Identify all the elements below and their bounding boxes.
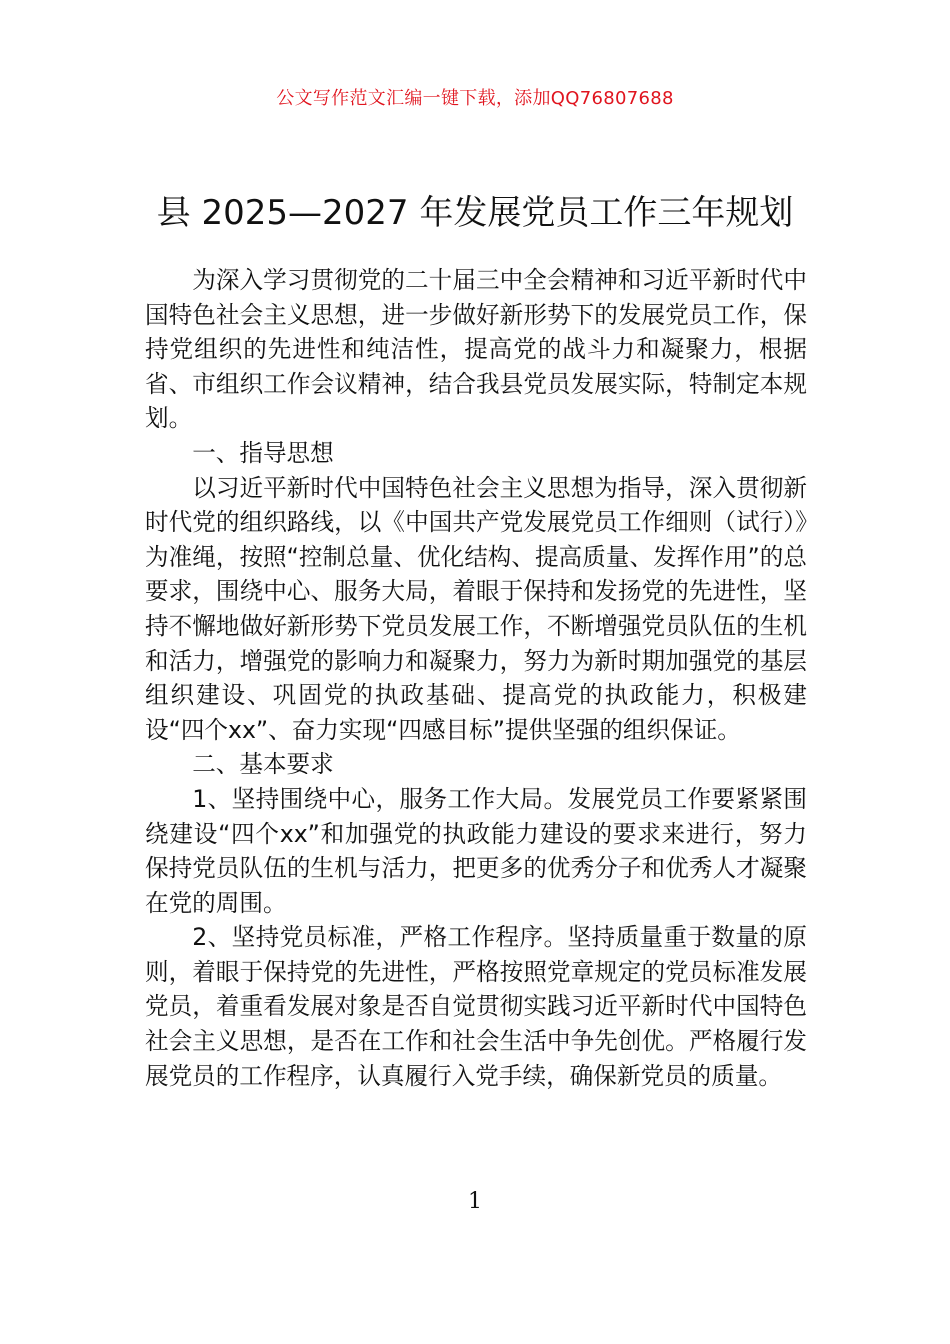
requirement-2-paragraph: 2、坚持党员标准，严格工作程序。坚持质量重于数量的原则，着眼于保持党的先进性，严格按照党章规定的党员标准发展党员，着重看发展对象是否自觉贯彻实践习近平新时代中国特色社会主义思想，是否在工作和社会生活中争先创优。严格履行发展党员的工作程序，认真履行入党手续，确保新党员的质量。 [145, 923, 807, 1090]
document-title: 县 2025—2027 年发展党员工作三年规划 [156, 192, 794, 233]
section-heading-guiding-ideology: 一、指导思想 [192, 438, 334, 467]
document-body [145, 263, 807, 1093]
page-number: 1 [468, 1189, 482, 1214]
intro-paragraph: 为深入学习贯彻党的二十届三中全会精神和习近平新时代中国特色社会主义思想，进一步做好新形势下的发展党员工作，保持党组织的先进性和纯洁性，提高党的战斗力和凝聚力，根据省、市组织工作会议精神，结合我县党员发展实际，特制定本规划。 [145, 266, 807, 433]
guiding-ideology-paragraph: 以习近平新时代中国特色社会主义思想为指导，深入贯彻新时代党的组织路线，以《中国共产党发展党员工作细则（试行）》为准绳，按照“控制总量、优化结构、提高质量、发挥作用”的总要求，围绕中心、服务大局，着眼于保持和发扬党的先进性，坚持不懈地做好新形势下党员发展工作，不断增强党员队伍的生机和活力，增强党的影响力和凝聚力，努力为新时期加强党的基层组织建设、巩固党的执政基础、提高党的执政能力，积极建设“四个xx”、奋力实现“四感目标”提供坚强的组织保证。 [145, 473, 807, 744]
section-heading-basic-requirements: 二、基本要求 [192, 750, 334, 779]
download-note: 公文写作范文汇编一键下载，添加QQ76807688 [276, 88, 674, 109]
requirement-1-paragraph: 1、坚持围绕中心，服务工作大局。发展党员工作要紧紧围绕建设“四个xx”和加强党的执政能力建设的要求来进行，努力保持党员队伍的生机与活力，把更多的优秀分子和优秀人才凝聚在党的周围。 [145, 784, 807, 917]
